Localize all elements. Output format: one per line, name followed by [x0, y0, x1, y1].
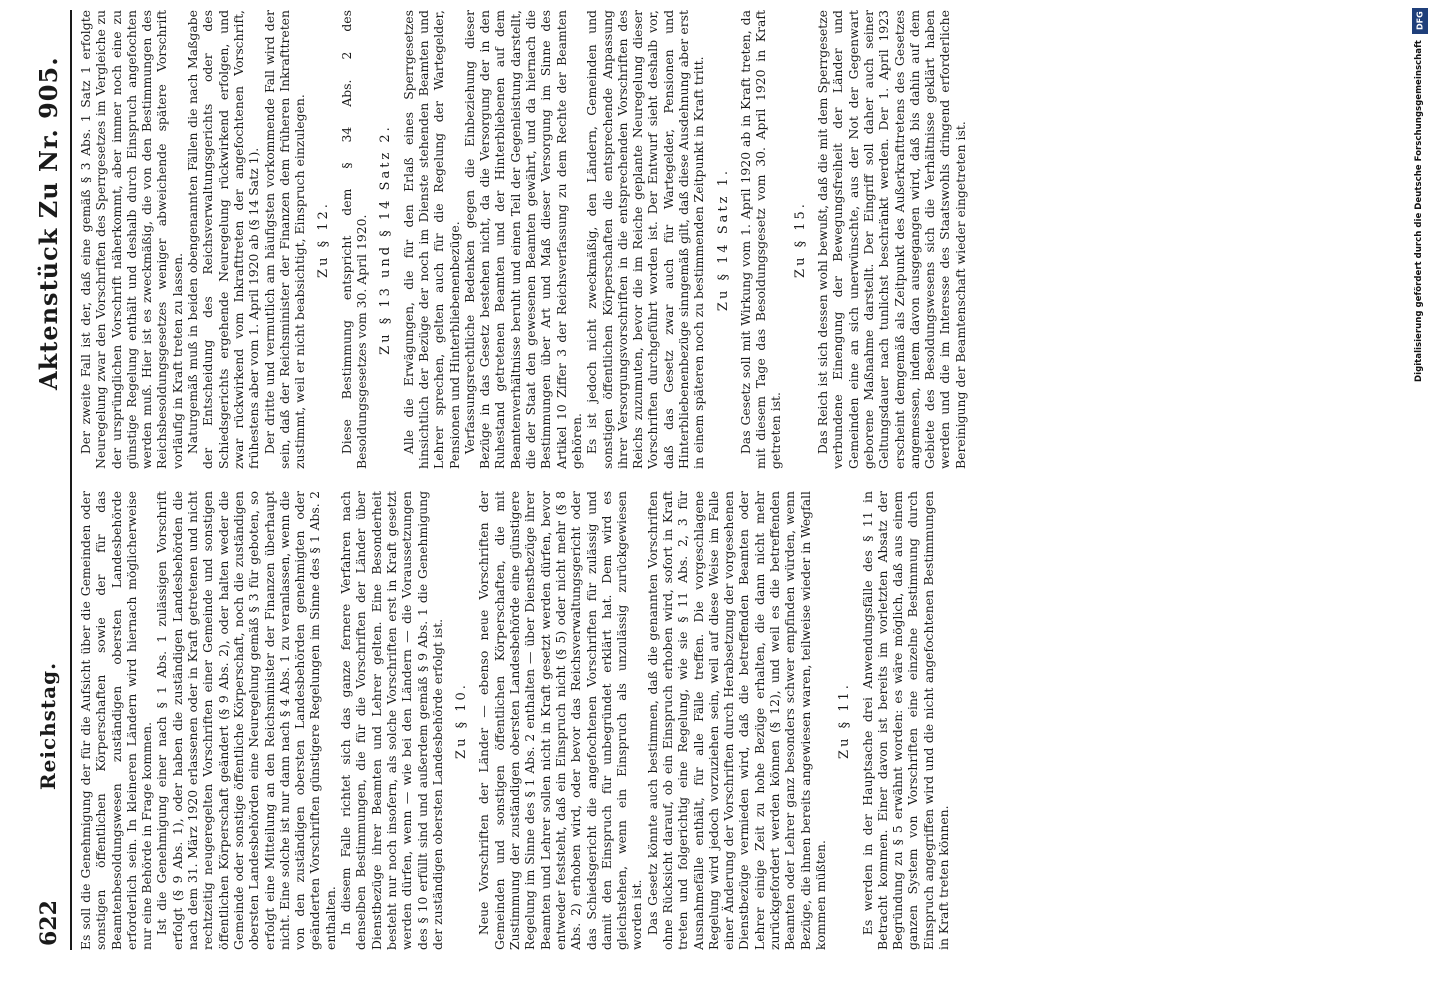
paragraph: Der zweite Fall ist der, daß eine gemäß § 3 Abs. 1 Satz 1 erfolgte Neuregelung zwar den Vorschriften des Sperrgesetzes im Vergleiche zu der ursprünglichen Vorschrift näherkommt, aber immer noch eine zu günstige Regelung enthält und deshalb durch Einspruch angefochten werden muß. Hier ist es zweckmäßig, die von den Bestimmungen des Reichsbesoldungsgesetzes weniger abweichende spätere Vorschrift vorläufig in Kraft treten zu lassen.	[78, 10, 185, 469]
digitization-credit: Digitalisierung gefördert durch die Deutsche Forschungsgemeinschaft	[1414, 40, 1424, 382]
paragraph: Naturgemäß muß in beiden obengenannten Fällen die nach Maßgabe der Entscheidung des Reichsverwaltungsgerichts oder des Schiedsgerichts ergehende Neuregelung rückwirkend erfolgen, und zwar rückwirkend vom Inkrafttreten der angefochtenen Vorschrift, frühestens aber vom 1. April 1920 ab (§ 14 Satz 1).	[185, 10, 262, 469]
section-heading: Zu § 11.	[837, 682, 853, 759]
paragraph: In diesem Falle richtet sich das ganze fernere Verfahren nach denselben Bestimmungen, die für die Vorschriften der Länder über Dienstbezüge ihrer Beamten und Lehrer gelten. Eine Besonderheit besteht nur noch insofern, als solche Vorschriften erst in Kraft gesetzt werden dürfen, wenn — wie bei den Ländern — die Voraussetzungen des § 10 erfüllt sind und außerdem gemäß § 9 Abs. 1 die Genehmigung der zuständigen obersten Landesbehörde erfolgt ist.	[338, 491, 445, 950]
paragraph: Verfassungsrechtliche Bedenken gegen die Einbeziehung dieser Bezüge in das Gesetz bestehen nicht, da die Versorgung der in den Ruhestand getretenen Beamten und der Hinterbliebenen auf dem Beamtenverhältnisse beruht und einen Teil der Gegenleistung darstellt, die der Staat den gewesenen Beamten gewährt, und da hiernach die Bestimmungen über Art und Maß dieser Versorgung im Sinne des Artikel 10 Ziffer 3 der Reichsverfassung zu dem Rechte der Beamten gehören.	[461, 10, 584, 469]
paragraph: Es ist jedoch nicht zweckmäßig, den Ländern, Gemeinden und sonstigen öffentlichen Körperschaften die entsprechende Anpassung ihrer Versorgungsvorschriften in die entsprechenden Vorschriften des Reichs zuzumuten, bevor die im Reiche geplante Neuregelung dieser Vorschriften durchgeführt worden ist. Der Entwurf sieht deshalb vor, daß das Gesetz zwar auch für Wartegelder, Pensionen und Hinterbliebenenbezüge sinngemäß gilt, daß diese Ausdehnung aber erst in einem späteren noch zu bestimmenden Zeitpunkt in Kraft tritt.	[584, 10, 707, 469]
section-heading: Zu § 15.	[792, 201, 808, 278]
paragraph: Ist die Genehmigung einer nach § 1 Abs. 1 zulässigen Vorschrift erfolgt (§ 9 Abs. 1), oder haben die zuständigen Landesbehörden die nach dem 31. März 1920 erlassenen oder in Kraft getretenen und nicht rechtzeitig neugeregelten Vorschriften einer Gemeinde und sonstigen öffentlichen Körperschaft geändert (§ 9 Abs. 2), oder halten weder die Gemeinde oder sonstige öffentliche Körperschaft, noch die zuständigen obersten Landesbehörden eine Neuregelung gemäß § 3 für geboten, so erfolgt eine Mitteilung an den Reichsminister der Finanzen überhaupt nicht. Eine solche ist nur dann nach § 4 Abs. 1 zu veranlassen, wenn die von den zuständigen obersten Landesbehörden genehmigten oder geänderten Vorschriften günstigere Regelungen im Sinne des § 1 Abs. 2 enthalten.	[154, 491, 338, 950]
section-heading: Zu § 12.	[316, 201, 332, 278]
paragraph: Das Gesetz soll mit Wirkung vom 1. April 1920 ab in Kraft treten, da mit diesem Tage das Besoldungsgesetz vom 30. April 1920 in Kraft getreten ist.	[737, 10, 784, 469]
paragraph: Alle die Erwägungen, die für den Erlaß eines Sperrgesetzes hinsichtlich der Bezüge der noch im Dienste stehenden Beamten und Lehrer sprechen, gelten auch für die Regelung der Wartegelder, Pensionen und Hinterbliebenenbezüge.	[400, 10, 462, 469]
paragraph: Das Gesetz könnte auch bestimmen, daß die genannten Vorschriften ohne Rücksicht darauf, ob ein Einspruch erhoben wird, sofort in Kraft treten und folgerichtig eine Regelung, wie sie § 11 Abs. 2, 3 für Ausnahmefälle enthält, für alle Fälle treffen. Die vorgeschlagene Regelung wird jedoch vorzuziehen sein, weil auf diese Weise im Falle einer Änderung der Vorschriften durch Herabsetzung der vorgesehenen Dienstbezüge vermieden wird, daß die betreffenden Beamten oder Lehrer einige Zeit zu hohe Bezüge erhalten, die dann nicht mehr zurückgefordert werden können (§ 12), und weil es die betreffenden Beamten oder Lehrer ganz besonders schwer empfinden würden, wenn Bezüge, die ihnen bereits angewiesen waren, teilweise wieder in Wegfall kommen müßten.	[644, 491, 828, 950]
running-head-center: Aktenstück Zu Nr. 905.	[34, 56, 63, 390]
document-page	[20, 10, 1360, 950]
section-heading: Zu § 10.	[454, 682, 470, 759]
text-columns	[78, 10, 1360, 950]
page-number: 622	[36, 900, 62, 946]
running-head-left: Reichstag.	[36, 661, 60, 790]
paragraph: Es soll die Genehmigung der für die Aufsicht über die Gemeinden oder sonstigen öffentlichen Körperschaften sowie der für das Beamtenbesoldungswesen zuständigen obersten Landesbehörde erforderlich sein. In kleineren Ländern wird hiernach möglicherweise nur eine Behörde in Frage kommen.	[78, 491, 155, 950]
section-heading: Zu § 14 Satz 1.	[715, 167, 731, 312]
digitization-sidebar	[1404, 0, 1434, 1000]
column-left	[78, 491, 1360, 950]
paragraph: Der dritte und vermutlich am häufigsten vorkommende Fall wird der sein, daß der Reichsminister der Finanzen dem früheren Inkrafttreten zustimmt, weil er nicht beabsichtigt, Einspruch einzulegen.	[261, 10, 308, 469]
paragraph: Neue Vorschriften der Länder — ebenso neue Vorschriften der Gemeinden und sonstigen öffentlichen Körperschaften, die mit Zustimmung der zuständigen obersten Landesbehörde eine günstigere Regelung im Sinne des § 1 Abs. 2 enthalten — über Dienstbezüge ihrer Beamten und Lehrer sollen nicht in Kraft gesetzt werden dürfen, bevor entweder feststeht, daß ein Einspruch nicht (§ 5) oder nicht mehr (§ 8 Abs. 2) erhoben wird, oder bevor das Reichsverwaltungsgericht oder das Schiedsgericht die angefochtenen Vorschriften für zulässig und damit den Einspruch für unbegründet erklärt hat. Dem wird es gleichstehen, wenn ein Einspruch als unzulässig zurückgewiesen worden ist.	[476, 491, 645, 950]
paragraph: Diese Bestimmung entspricht dem § 34 Abs. 2 des Besoldungsgesetzes vom 30. April 1920.	[338, 10, 370, 469]
section-heading: Zu § 13 und § 14 Satz 2.	[378, 124, 394, 355]
page-header	[30, 10, 72, 950]
column-right	[78, 10, 1360, 469]
paragraph: Das Reich ist sich dessen wohl bewußt, daß die mit dem Sperrgesetze verbundene Einengung der Bewegungsfreiheit der Länder und Gemeinden eine an sich unerwünschte, aus der Not der Gegenwart geborene Maßnahme darstellt. Der Eingriff soll daher auch seiner Geltungsdauer nach tunlichst beschränkt werden. Der 1. April 1923 erscheint demgemäß als Zeitpunkt des Außerkrafttretens des Gesetzes angemessen, indem davon ausgegangen wird, daß bis dahin auf dem Gebiete des Besoldungswesens sich die Verhältnisse geklärt haben werden und die im Interesse des Staatswohls dringend erforderliche Bereinigung der Beamtenschaft wieder eingetreten ist.	[815, 10, 968, 469]
paragraph: Es werden in der Hauptsache drei Anwendungsfälle des § 11 in Betracht kommen. Einer davon ist bereits im vorletzten Absatz der Begründung zu § 5 erwähnt worden: es wäre möglich, daß aus einem ganzen System von Vorschriften eine einzelne Bestimmung durch Einspruch angegriffen wird und die nicht angefochtenen Bestimmungen in Kraft treten können.	[859, 491, 952, 950]
dfg-logo: DFG	[1412, 8, 1428, 34]
